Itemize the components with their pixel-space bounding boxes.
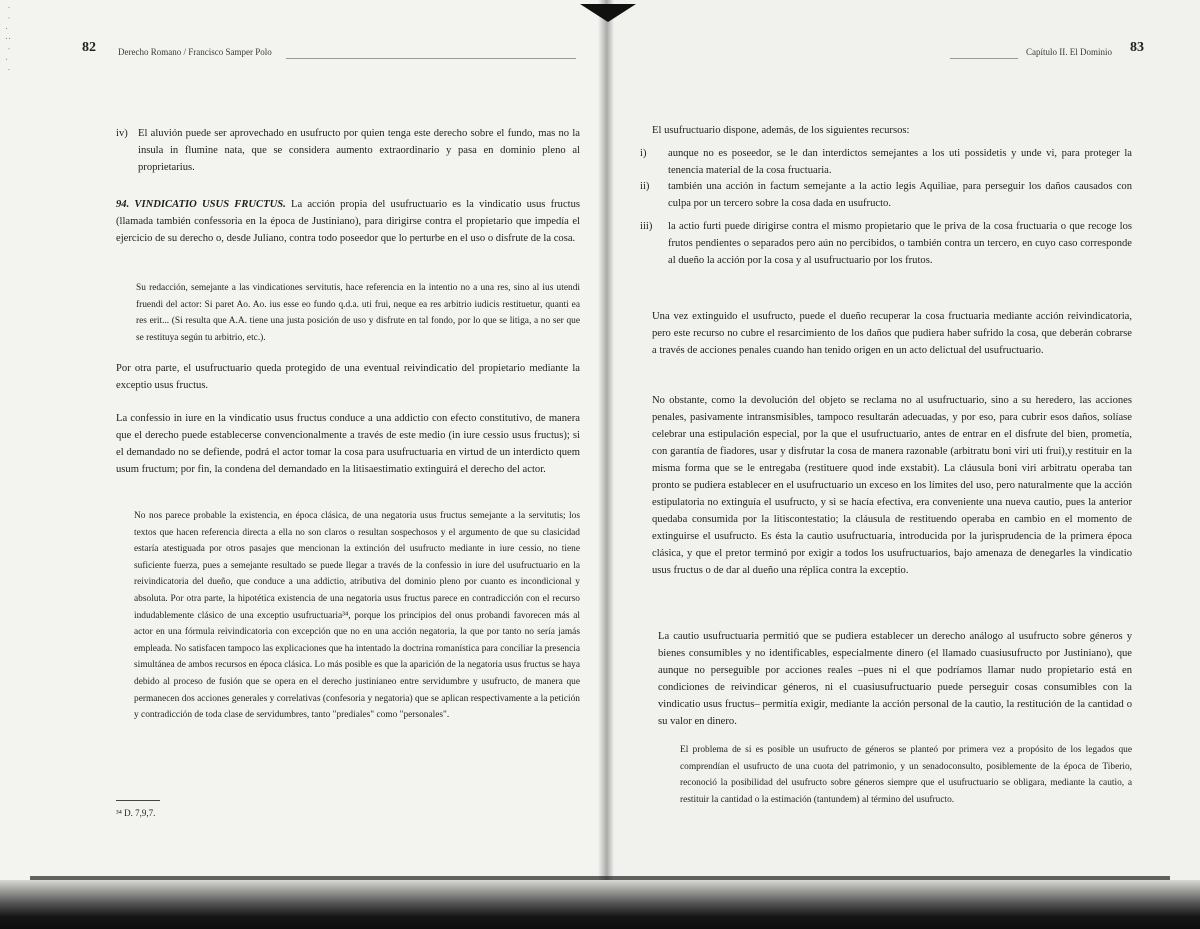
section-94: [116, 196, 580, 247]
section-text: La acción propia del usufructuario es la vindicatio usus fructus (llamada también confessoria en la época de Justiniano), para dirigirse contra el propietario que impedía el ejercicio de su derecho o, desde Juliano, contra todo poseedor que lo perturbe en el uso o disfrute de la cosa.: [116, 199, 581, 244]
left-page-number: 82: [82, 40, 96, 55]
gutter-shadow: [580, 4, 636, 22]
list-marker: iv): [116, 128, 128, 139]
intro-line: El usufructuario dispone, además, de los siguientes recursos:: [652, 125, 910, 136]
list-item-text: también una acción in factum semejante a la actio legis Aquiliae, para perseguir los daños causados con culpa por un tercero sobre la cosa dada en usufructo.: [668, 181, 1132, 209]
note-formula: Su redacción, semejante a las vindicationes servitutis, hace referencia en la intentio no a una res, sino al ius utendi fruendi del actor: Si paret Ao. Ao. ius esse eo fundo q.d.a. uti frui, neque ea res arbitrio iudicis restituetur, quanti ea res erit... (Si resulta que A.A. tiene una justa posición de uso y disfrute en tal fondo, por lo que se litiga, a no ser que se restituya según tu arbitrio, etc.).: [136, 283, 580, 343]
footnote-34: ³⁴ D. 7,9,7.: [116, 808, 156, 818]
list-item-text: El aluvión puede ser aprovechado en usufructo por quien tenga este derecho sobre el fundo, mas no la insula in flumine nata, que se considera aumento extraordinario y pasa en dominio pleno al proprietarius.: [138, 128, 580, 173]
list-marker: ii): [640, 181, 650, 192]
list-item-text: la actio furti puede dirigirse contra el mismo propietario que le priva de la cosa fructuaria o que recoge los frutos pendientes o separados pero aún no percibidos, o también contra un tercero, en cuyo caso corresponde al dueño la acción por la cosa y al usufructuario por los frutos.: [668, 221, 1132, 266]
book-gutter: [598, 0, 614, 929]
section-heading: 94. VINDICATIO USUS FRUCTUS.: [116, 199, 286, 210]
footnote-rule: [116, 800, 160, 801]
scanner-shadow: [0, 880, 1200, 929]
left-page: · · . : · . · 82 Derecho Romano / Francisco Samper Polo iv) El aluvión puede ser aprovechado en usufructo por quien tenga este derecho sobre el fundo, mas no la insula in flumine nata, que se considera aumento extraordinario y pasa en dominio pleno al proprietarius. 94. VINDICATIO USUS FRUCTUS. La acción propia del usufructuario es la vindicatio usus fructus (llamada también confessoria en la época de Justiniano), para dirigirse contra el propietario que impedía el ejercicio de su derecho o, desde Juliano, contra todo poseedor que lo perturbe en el uso o disfrute de la cosa. Su redacción, semejante a las vindicationes servitutis, hace referencia en la intentio no a una res, sino al ius utendi fruendi del actor: Si paret Ao. Ao. ius esse eo fundo q.d.a. uti frui, neque ea res arbitrio iudicis restituetur, quanti ea res erit... (Si resulta que A.A. tiene una justa posición de uso y disfrute en tal fondo, por lo que se litiga, a no ser que se restituya según tu arbitrio, etc.). Por otra parte, el usufructuario queda protegido de una eventual reivindicatio del propietario mediante la exceptio usus fructus. La confessio in iure en la vindicatio usus fructus conduce a una addictio con efecto constitutivo, de manera que el derecho puede establecerse convencionalmente a través de este medio (in iure cessio usus fructus); si el demandado no se defiende, podrá el actor tomar la cosa para usufructuaria en virtud de un interdicto quem usum fructum; por fin, la condena del demandado en la litisaestimatio extinguirá el derecho del actor. No nos parece probable la existencia, en época clásica, de una negatoria usus fructus semejante a la servitutis; los textos que hacen referencia directa a ella no son claros o resultan sospechosos y el argumento de que su clasicidad estaría atestiguada por otros pasajes que mencionan la extinción del usufructo mediante in iure cessio, no tiene suficiente fuerza, pues a semejante resultado se puede llegar a través de la confessio in iure del usufructuario en la reivindicatoria del dueño, que conduce a una addictio, atributiva del dominio pleno por cuanto es incondicional y absoluta. Por otra parte, la hipotética existencia de una negatoria usus fructus parece en contradicción con el recurso indudablemente clásico de una exceptio usufructuaria³⁴, porque los principios del onus probandi favorecen más al actor en una fórmula reivindicatoria con excepción que no en una acción negatoria, la que por tanto no sería jamás empleada. No satisfacen tampoco las explicaciones que ha intentado la doctrina romanística para conciliar la presencia simultánea de ambos recursos en época clásica. Lo más posible es que la aparición de la negatoria usus fructus se haya debido al proceso de fusión que se opera en el derecho justinianeo entre servidumbre y usufructo, de manera que permanecen dos acciones generales y correlativas (confesoria y negatoria) que se aplican respectivamente a la petición y contradicción de toda clase de servidumbres, tanto "prediales" como "personales". ³⁴ D. 7,9,7.: [0, 0, 606, 929]
paragraph-extinguido: Una vez extinguido el usufructo, puede el dueño recuperar la cosa fructuaria mediante acción reivindicatoria, pero este recurso no cubre el resarcimiento de los daños que pudiera haber sufrido la cosa, que deberán cobrarse a través de acciones penales cuando han tenido origen en un acto delictual del usufructuario.: [652, 311, 1132, 356]
paragraph-no-obstante: No obstante, como la devolución del objeto se reclama no al usufructuario, sino a su heredero, las acciones penales, pasivamente intransmisibles, tampoco resultarán adecuadas, y por eso, para cubrir esos daños, solíase celebrar una estipulación especial, por la que el usufructuario, antes de entrar en el disfrute del bien, prometía, con garantía de fiadores, usar y disfrutar la cosa de manera razonable (arbitratu boni viri uti frui),y restituir en la misma forma que se le entregaba (restituere quod inde exstabit). La cláusula boni viri arbitratu operaba tan pronto se pudiera establecer en el usufructuario un exceso en los límites del uso, pero naturalmente que la acción estipulatoria no extinguía el usufructo, y si se hacía efectiva, era conveniente una nueva cautio, pues la anterior quedaba consumida por la litiscontestatio; la cláusula de restituendo operaba en cambio en el momento de extinguirse el usufructo. Es ésta la cautio usufructuaria, introducida por la jurisprudencia de la primera época clásica, y que el pretor terminó por exigir a todos los usufructuarios, bajo amenaza de denegarles la vindicatio usus fructus o de dar al dueño una réplica contra la exceptio.: [652, 395, 1132, 576]
right-running-head: Capítulo II. El Dominio: [1026, 47, 1112, 57]
note-generos: El problema de si es posible un usufructo de géneros se planteó por primera vez a propósito de los legados que comprendían el usufructo de una cuota del patrimonio, y un senadoconsulto, posiblemente de la época de Tiberio, reconoció la posibilidad del usufructo sobre géneros siempre que el usufructuario se obligara, mediante la cautio, a restituir la cantidad o la estimación (tantundem) al término del usufructo.: [680, 745, 1132, 805]
paragraph-confessio: La confessio in iure en la vindicatio usus fructus conduce a una addictio con efecto constitutivo, de manera que el derecho puede establecerse convencionalmente a través de este medio (in iure cessio usus fructus); si el demandado no se defiende, podrá el actor tomar la cosa para usufructuaria en virtud de un interdicto quem usum fructum; por fin, la condena del demandado en la litisaestimatio extinguirá el derecho del actor.: [116, 413, 580, 475]
right-page: [606, 0, 1200, 929]
list-marker: iii): [640, 221, 653, 232]
left-running-head: Derecho Romano / Francisco Samper Polo: [118, 47, 272, 57]
list-item-text: aunque no es poseedor, se le dan interdictos semejantes a los uti possidetis y unde vi, para proteger la tenencia material de la cosa fructuaria.: [668, 148, 1132, 176]
header-rule-right: [950, 58, 1018, 59]
paragraph-exceptio: Por otra parte, el usufructuario queda protegido de una eventual reivindicatio del propietario mediante la exceptio usus fructus.: [116, 363, 580, 391]
paragraph-cautio: La cautio usufructuaria permitió que se pudiera establecer un derecho análogo al usufructo sobre géneros y bienes consumibles y no identificables, especialmente dinero (el llamado cuasiusufructo por Justiniano), que aunque no perseguible por acciones reales –pues ni el que podríamos llamar nudo propietario está en condiciones de reivindicar géneros, ni el cuasiusufructuario puede perseguir cosas consumibles con la vindicatio usus fructus– permitía exigir, mediante la acción personal de la cautio, la restitución de la cantidad o su valor en dinero.: [658, 631, 1132, 727]
right-page-number: 83: [1130, 40, 1144, 55]
header-rule: [286, 58, 576, 59]
note-negatoria: No nos parece probable la existencia, en época clásica, de una negatoria usus fructus semejante a la servitutis; los textos que hacen referencia directa a ella no son claros o resultan sospechosos y el argumento de que su clasicidad estaría atestiguada por otros pasajes que mencionan la extinción del usufructo mediante in iure cessio, no tiene suficiente fuerza, pues a semejante resultado se puede llegar a través de la confessio in iure del usufructuario en la reivindicatoria del dueño, que conduce a una addictio, atributiva del dominio pleno por cuanto es incondicional y absoluta. Por otra parte, la hipotética existencia de una negatoria usus fructus parece en contradicción con el recurso indudablemente clásico de una exceptio usufructuaria³⁴, porque los principios del onus probandi favorecen más al actor en una fórmula reivindicatoria con excepción que no en una acción negatoria, la que por tanto no sería jamás empleada. No satisfacen tampoco las explicaciones que ha intentado la doctrina romanística para conciliar la presencia simultánea de ambos recursos en época clásica. Lo más posible es que la aparición de la negatoria usus fructus se haya debido al proceso de fusión que se opera en el derecho justinianeo entre servidumbre y usufructo, de manera que permanecen dos acciones generales y correlativas (confesoria y negatoria) que se aplican respectivamente a la petición y contradicción de toda clase de servidumbres, tanto "prediales" como "personales".: [134, 511, 580, 721]
list-marker: i): [640, 148, 647, 159]
